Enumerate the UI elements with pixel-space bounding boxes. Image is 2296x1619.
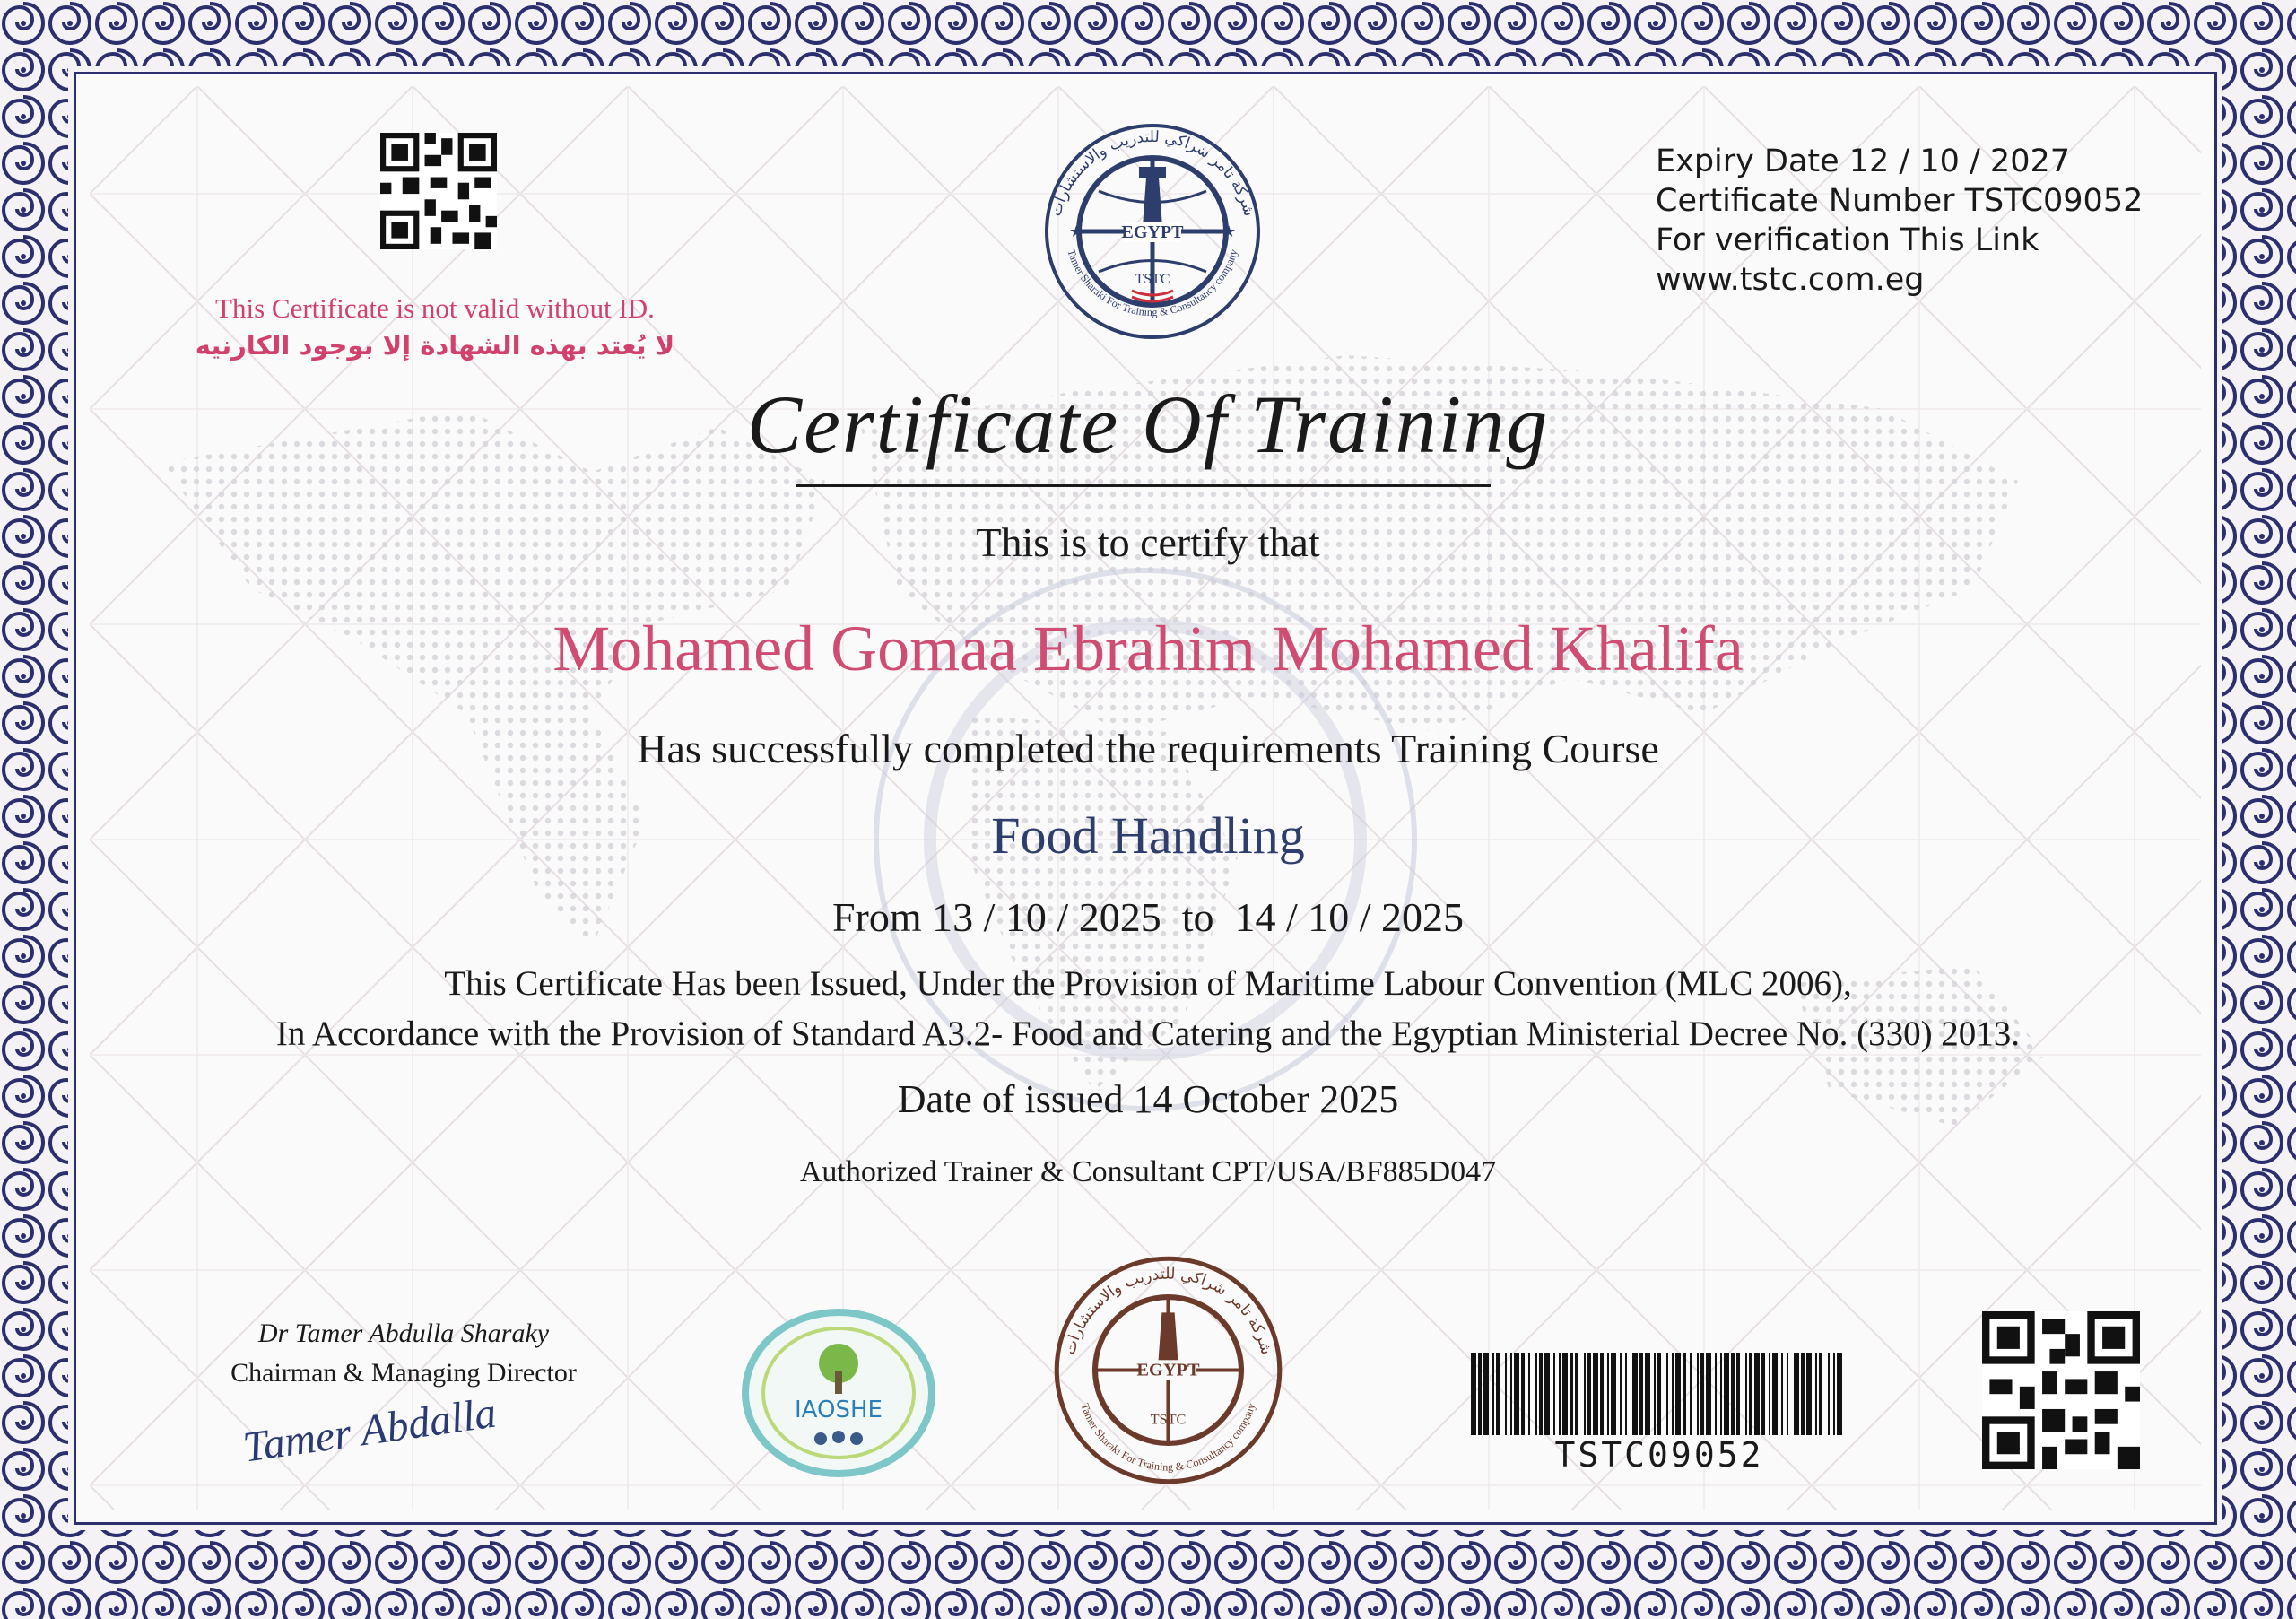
barcode-bar — [1672, 1353, 1674, 1435]
barcode-bar — [1654, 1353, 1656, 1435]
id-warning-en: This Certificate is not valid without ID. — [215, 292, 655, 324]
barcode-bar — [1607, 1353, 1609, 1435]
barcode-bar — [1794, 1353, 1799, 1435]
barcode-bar — [1828, 1353, 1830, 1435]
iaoshe-logo — [740, 1308, 937, 1478]
svg-text:شركة تامر شراكي للتدريب والاست: شركة تامر شراكي للتدريب والاستشارات — [1061, 1265, 1275, 1357]
barcode-bar — [1787, 1353, 1788, 1435]
barcode-bar — [1611, 1353, 1616, 1435]
barcode-bar — [1553, 1353, 1555, 1435]
barcode-bar — [1700, 1353, 1704, 1435]
qr-code-verify — [1982, 1311, 2140, 1469]
certificate-number: Certificate Number TSTC09052 — [1656, 183, 2144, 219]
verification-link[interactable]: www.tstc.com.eg — [1656, 262, 1925, 298]
barcode-bar — [1514, 1353, 1519, 1435]
barcode-bar — [1724, 1353, 1729, 1435]
barcode-bar — [1510, 1353, 1512, 1435]
barcode-bar — [1632, 1353, 1638, 1435]
barcode-bar — [1833, 1353, 1835, 1435]
barcode-bar — [1575, 1353, 1578, 1435]
tstc-stamp — [1045, 1247, 1292, 1493]
barcode-bar — [1657, 1353, 1661, 1435]
id-warning-ar: لا يُعتد بهذه الشهادة إلا بوجود الكارنيه — [195, 330, 675, 361]
barcode-bar — [1496, 1353, 1500, 1435]
barcode-bar — [1483, 1353, 1489, 1435]
barcode-bar — [1697, 1353, 1699, 1435]
trainer-id: Authorized Trainer & Consultant CPT/USA/BF885D047 — [799, 1155, 1497, 1188]
provision-line-1: This Certificate Has been Issued, Under the Provision of Maritime Labour Convention (MLC 2006), — [444, 964, 1852, 1003]
barcode-bar — [1562, 1353, 1568, 1435]
signature: Tamer Abdalla — [239, 1388, 500, 1472]
barcode-bar — [1570, 1353, 1573, 1435]
barcode-bar — [1587, 1353, 1591, 1435]
barcode-bar — [1772, 1353, 1778, 1435]
qr-code — [375, 133, 502, 249]
barcode-bar — [1781, 1353, 1783, 1435]
barcode-bar — [1535, 1353, 1537, 1435]
logo-country: EGYPT — [1121, 222, 1184, 242]
barcode-number: TSTC09052 — [1554, 1435, 1764, 1475]
barcode-bar — [1584, 1353, 1586, 1435]
barcode-bar — [1706, 1353, 1711, 1435]
recipient-name: Mohamed Gomaa Ebrahim Mohamed Khalifa — [552, 613, 1744, 684]
barcode-bar — [1505, 1353, 1507, 1435]
svg-text:Tamer Sharaki For Training & C: Tamer Sharaki For Training & Consultancy company — [1078, 1401, 1258, 1474]
barcode-bar — [1720, 1353, 1722, 1435]
barcode-bar — [1731, 1353, 1735, 1435]
barcode-bar — [1645, 1353, 1650, 1435]
course-name: Food Handling — [991, 806, 1305, 865]
barcode-bar — [1544, 1353, 1550, 1435]
logo-abbr: TSTC — [1135, 272, 1170, 287]
barcode-bar — [1690, 1353, 1692, 1435]
barcode-bar — [1715, 1353, 1717, 1435]
barcode-bar — [1639, 1353, 1643, 1435]
barcode-bar — [1492, 1353, 1494, 1435]
barcode-bar — [1745, 1353, 1747, 1435]
barcode-bar — [1593, 1353, 1598, 1435]
completion-text: Has successfully completed the requirements Training Course — [637, 726, 1659, 771]
svg-text:TSTC: TSTC — [1150, 1410, 1187, 1428]
barcode-bar — [1539, 1353, 1543, 1435]
barcode-bar — [1683, 1353, 1686, 1435]
barcode-bar — [1819, 1353, 1822, 1435]
barcode-bar — [1761, 1353, 1765, 1435]
barcode-bar — [1754, 1353, 1760, 1435]
barcode-bar — [1521, 1353, 1525, 1435]
verification-text: For verification This Link — [1656, 222, 2039, 258]
iaoshe-label: IAOSHE — [795, 1397, 883, 1423]
expiry-date: Expiry Date 12 / 10 / 2027 — [1656, 144, 2071, 179]
issue-date: Date of issued 14 October 2025 — [897, 1077, 1399, 1121]
barcode-bar — [1559, 1353, 1561, 1435]
barcode-bar — [1600, 1353, 1604, 1435]
barcode-bar — [1675, 1353, 1681, 1435]
logo-arabic-ring: شركة تامر شراكي للتدريب والاستشارات — [1047, 127, 1258, 219]
svg-text:★: ★ — [1069, 222, 1084, 240]
course-dates: From 13 / 10 / 2025 to 14 / 10 / 2025 — [831, 894, 1465, 940]
barcode-bar — [1801, 1353, 1805, 1435]
certify-text: This is to certify that — [976, 519, 1320, 565]
barcode-bar — [1815, 1353, 1817, 1435]
barcode-bar — [1478, 1353, 1482, 1435]
barcode-bar — [1736, 1353, 1740, 1435]
barcode-bar — [1625, 1353, 1627, 1435]
signer-name: Dr Tamer Abdulla Sharaky — [257, 1319, 550, 1348]
title-underline — [796, 484, 1491, 487]
tstc-logo — [1031, 115, 1274, 348]
signer-role: Chairman & Managing Director — [230, 1358, 577, 1388]
logo-english-ring: Tamer Sharaki For Training & Consultancy company — [1065, 248, 1240, 319]
certificate-title: Certificate Of Training — [746, 379, 1550, 470]
svg-text:EGYPT: EGYPT — [1136, 1360, 1200, 1380]
svg-text:★: ★ — [1222, 222, 1237, 240]
barcode-bar — [1837, 1353, 1842, 1435]
barcode-bar — [1806, 1353, 1812, 1435]
barcode-bar — [1528, 1353, 1530, 1435]
barcode-bar — [1471, 1353, 1476, 1435]
barcode-bar — [1620, 1353, 1622, 1435]
certificate-info — [1656, 142, 2158, 300]
barcode — [1471, 1353, 1848, 1435]
barcode-bar — [1666, 1353, 1668, 1435]
barcode-bar — [1749, 1353, 1752, 1435]
barcode-bar — [1769, 1353, 1770, 1435]
provision-line-2: In Accordance with the Provision of Standard A3.2- Food and Catering and the Egyptian Ministerial Decree No. (330) 2013. — [275, 1014, 2021, 1053]
